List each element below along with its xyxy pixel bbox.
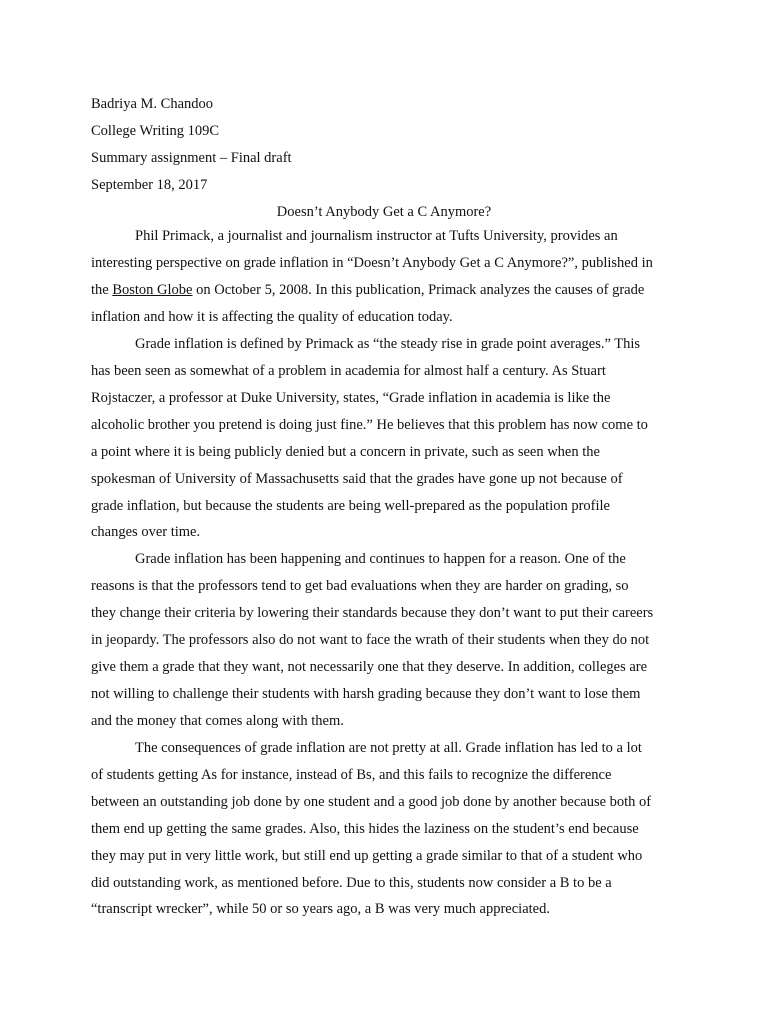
paragraph-2-line-6: spokesman of University of Massachusetts said that the grades have gone up not because of [91, 471, 623, 487]
paragraph-1-line-2: interesting perspective on grade inflation in “Doesn’t Anybody Get a C Anymore?”, published in [91, 255, 653, 271]
paragraph-2-line-4: alcoholic brother you pretend is doing just fine.” He believes that this problem has now come to [91, 417, 648, 433]
paragraph-3-line-1: Grade inflation has been happening and continues to happen for a reason. One of the [135, 551, 626, 567]
paragraph-4-line-6: did outstanding work, as mentioned before. Due to this, students now consider a B to be a [91, 875, 612, 891]
paragraph-3-line-7: and the money that comes along with them. [91, 713, 344, 729]
paragraph-1-line-3-prefix: the [91, 282, 113, 298]
paragraph-4-line-2: of students getting As for instance, instead of Bs, and this fails to recognize the difference [91, 767, 612, 783]
document-title: Doesn’t Anybody Get a C Anymore? [276, 204, 492, 220]
paragraph-3-line-2: reasons is that the professors tend to get bad evaluations when they are harder on grading, so [91, 578, 629, 594]
paragraph-1-line-1: Phil Primack, a journalist and journalism instructor at Tufts University, provides an [135, 228, 618, 244]
paragraph-2-line-5: a point where it is being publicly denied but a concern in private, such as seen when the [91, 444, 600, 460]
assignment-name: Summary assignment – Final draft [91, 150, 292, 166]
paragraph-3-line-4: in jeopardy. The professors also do not want to face the wrath of their students when they do not [91, 632, 650, 648]
paragraph-2-line-7: grade inflation, but because the students are being well-prepared as the population profile [91, 498, 610, 514]
paragraph-2-line-3: Rojstaczer, a professor at Duke University, states, “Grade inflation in academia is like the [91, 390, 611, 406]
paragraph-3-line-5: give them a grade that they want, not necessarily one that they deserve. In addition, colleges are [91, 659, 648, 675]
document-date: September 18, 2017 [91, 177, 208, 193]
author-name: Badriya M. Chandoo [91, 96, 214, 112]
paragraph-2-line-2: has been seen as somewhat of a problem in academia for almost half a century. As Stuart [91, 363, 606, 379]
paragraph-1-line-3 [91, 280, 644, 300]
paragraph-4-line-1: The consequences of grade inflation are not pretty at all. Grade inflation has led to a lot [135, 740, 642, 756]
paragraph-4-line-3: between an outstanding job done by one student and a good job done by another because both of [91, 794, 652, 810]
paragraph-3-line-6: not willing to challenge their students with harsh grading because they don’t want to lose them [91, 686, 641, 702]
paragraph-3-line-3: they change their criteria by lowering their standards because they don’t want to put their careers [91, 605, 654, 621]
paragraph-4-line-4: them end up getting the same grades. Also, this hides the laziness on the student’s end because [91, 821, 639, 837]
paragraph-1-line-3-rest: on October 5, 2008. In this publication, Primack analyzes the causes of grade [196, 282, 645, 298]
paragraph-2-line-1: Grade inflation is defined by Primack as “the steady rise in grade point averages.” This [135, 336, 641, 352]
paragraph-1-line-4: inflation and how it is affecting the quality of education today. [91, 309, 453, 325]
paragraph-4-line-7: “transcript wrecker”, while 50 or so years ago, a B was very much appreciated. [91, 901, 550, 917]
paragraph-4-line-5: they may put in very little work, but still end up getting a grade similar to that of a student who [91, 848, 643, 864]
source-publication: Boston Globe [112, 282, 193, 298]
paragraph-2-line-8: changes over time. [91, 524, 201, 540]
course-name: College Writing 109C [91, 123, 220, 139]
